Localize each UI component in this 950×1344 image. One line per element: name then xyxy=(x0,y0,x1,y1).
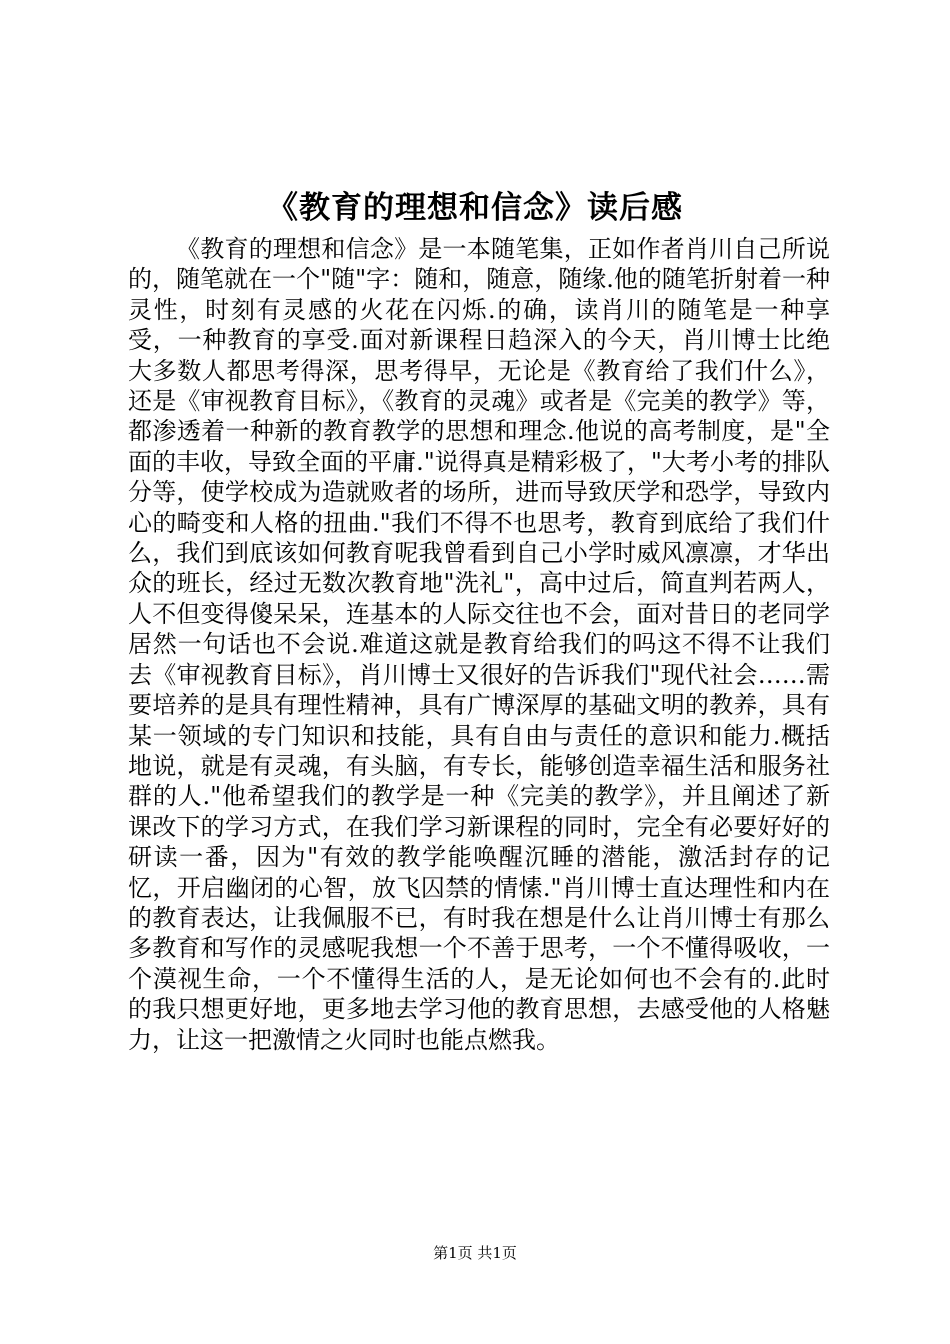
page-footer: 第1页 共1页 xyxy=(433,1244,517,1262)
document-title: 《教育的理想和信念》读后感 xyxy=(267,190,683,226)
document-body: 《教育的理想和信念》是一本随笔集，正如作者肖川自己所说的，随笔就在一个"随"字：随和，随意，随缘.他的随笔折射着一种灵性，时刻有灵感的火花在闪烁.的确，读肖川的随笔是一种享受，一种教育的享受.面对新课程日趋深入的今天，肖川博士比绝大多数人都思考得深，思考得早，无论是《教育给了我们什么》，还是《审视教育目标》，《教育的灵魂》或者是《完美的教学》等，都渗透着一种新的教育教学的思想和理念.他说的高考制度，是"全面的丰收，导致全面的平庸."说得真是精彩极了，"大考小考的排队分等，使学校成为造就败者的场所，进而导致厌学和恐学，导致内心的畸变和人格的扭曲."我们不得不也思考，教育到底给了我们什么，我们到底该如何教育呢我曾看到自己小学时威风凛凛，才华出众的班长，经过无数次教育地"洗礼"，高中过后，简直判若两人，人不但变得傻呆呆，连基本的人际交往也不会，面对昔日的老同学居然一句话也不会说.难道这就是教育给我们的吗这不得不让我们去《审视教育目标》，肖川博士又很好的告诉我们"现代社会……需要培养的是具有理性精神，具有广博深厚的基础文明的教养，具有某一领域的专门知识和技能，具有自由与责任的意识和能力.概括地说，就是有灵魂，有头脑，有专长，能够创造幸福生活和服务社群的人."他希望我们的教学是一种《完美的教学》，并且阐述了新课改下的学习方式，在我们学习新课程的同时，完全有必要好好的研读一番，因为"有效的教学能唤醒沉睡的潜能，激活封存的记忆，开启幽闭的心智，放飞囚禁的情愫."肖川博士直达理性和内在的教育表达，让我佩服不已，有时我在想是什么让肖川博士有那么多教育和写作的灵感呢我想一个不善于思考，一个不懂得吸收，一个漠视生命，一个不懂得生活的人，是无论如何也不会有的.此时的我只想更好地，更多地去学习他的教育思想，去感受他的人格魅力，让这一把激情之火同时也能点燃我。 xyxy=(128,235,830,1054)
